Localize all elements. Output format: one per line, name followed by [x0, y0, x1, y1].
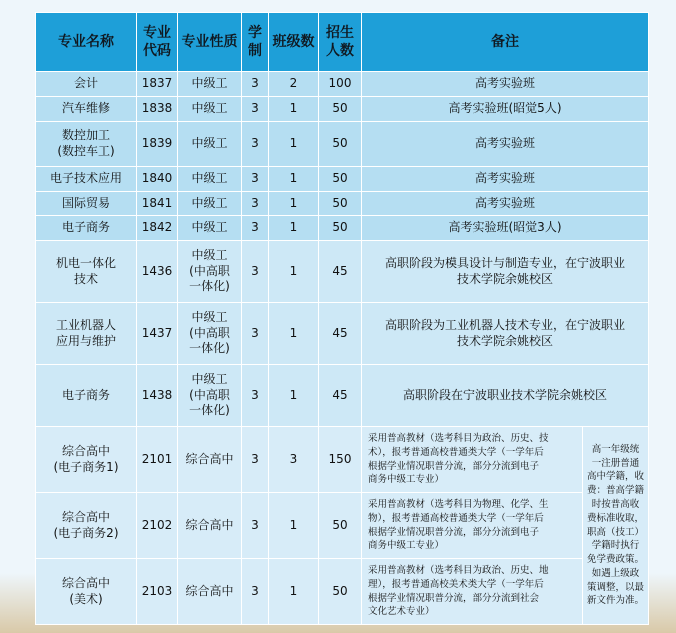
- cell-name: 综合高中 (电子商务2): [36, 493, 137, 559]
- cell-name: 电子技术应用: [36, 167, 137, 192]
- cell-name: 会计: [36, 72, 137, 97]
- cell-classes: 1: [269, 559, 319, 625]
- cell-name: 机电一体化 技术: [36, 241, 137, 303]
- table-row: [36, 167, 649, 192]
- cell-type: 中级工: [178, 167, 242, 192]
- cell-type: 综合高中: [178, 427, 242, 493]
- header-code: 专业 代码: [137, 13, 178, 72]
- cell-code: 1837: [137, 72, 178, 97]
- table-row: [36, 427, 649, 493]
- cell-enroll: 150: [319, 427, 362, 493]
- cell-enroll: 50: [319, 192, 362, 216]
- cell-type: 中级工: [178, 216, 242, 241]
- cell-years: 3: [242, 122, 269, 167]
- cell-note: 高职阶段为模具设计与制造专业，在宁波职业 技术学院余姚校区: [362, 241, 649, 303]
- header-note: 备注: [362, 13, 649, 72]
- cell-note: 高考实验班(昭觉5人): [362, 97, 649, 122]
- cell-years: 3: [242, 241, 269, 303]
- table-row: [36, 559, 649, 625]
- cell-years: 3: [242, 427, 269, 493]
- cell-note: 高考实验班: [362, 72, 649, 97]
- cell-enroll: 50: [319, 216, 362, 241]
- cell-code: 2102: [137, 493, 178, 559]
- cell-note: 采用普高教材（选考科目为物理、化学、生 物），报考普通高校普通类大学（一学年后 根据学业情况职普分流，部分分流到电子 商务中级工专业）: [362, 493, 583, 559]
- cell-classes: 1: [269, 216, 319, 241]
- cell-classes: 2: [269, 72, 319, 97]
- table-row: [36, 365, 649, 427]
- cell-years: 3: [242, 365, 269, 427]
- cell-classes: 1: [269, 97, 319, 122]
- cell-type: 中级工 (中高职 一体化): [178, 303, 242, 365]
- cell-classes: 1: [269, 167, 319, 192]
- table-row: [36, 493, 649, 559]
- table-row: [36, 122, 649, 167]
- cell-enroll: 50: [319, 97, 362, 122]
- table-row: [36, 241, 649, 303]
- cell-name: 综合高中 (电子商务1): [36, 427, 137, 493]
- cell-note: 采用普高教材（选考科目为政治、历史、技 术），报考普通高校普通类大学（一学年后 根据学业情况职普分流，部分分流到电子 商务中级工专业）: [362, 427, 583, 493]
- cell-enroll: 100: [319, 72, 362, 97]
- table-row: [36, 97, 649, 122]
- table-row: [36, 72, 649, 97]
- enrollment-table: [35, 12, 649, 625]
- cell-code: 2103: [137, 559, 178, 625]
- cell-type: 中级工: [178, 97, 242, 122]
- cell-classes: 1: [269, 303, 319, 365]
- cell-code: 1841: [137, 192, 178, 216]
- header-row: [36, 13, 649, 72]
- cell-code: 1838: [137, 97, 178, 122]
- cell-name: 电子商务: [36, 216, 137, 241]
- cell-type: 综合高中: [178, 493, 242, 559]
- cell-type: 综合高中: [178, 559, 242, 625]
- cell-type: 中级工: [178, 72, 242, 97]
- cell-classes: 1: [269, 365, 319, 427]
- cell-note: 高职阶段在宁波职业技术学院余姚校区: [362, 365, 649, 427]
- cell-name: 数控加工 (数控车工): [36, 122, 137, 167]
- cell-note: 高考实验班(昭觉3人): [362, 216, 649, 241]
- cell-years: 3: [242, 97, 269, 122]
- cell-years: 3: [242, 303, 269, 365]
- cell-note: 高考实验班: [362, 192, 649, 216]
- cell-years: 3: [242, 192, 269, 216]
- cell-type: 中级工 (中高职 一体化): [178, 241, 242, 303]
- table-row: [36, 216, 649, 241]
- cell-classes: 1: [269, 192, 319, 216]
- header-years: 学 制: [242, 13, 269, 72]
- cell-note: 高考实验班: [362, 167, 649, 192]
- header-enroll: 招生 人数: [319, 13, 362, 72]
- cell-code: 2101: [137, 427, 178, 493]
- table-row: [36, 303, 649, 365]
- cell-years: 3: [242, 559, 269, 625]
- cell-note: 采用普高教材（选考科目为政治、历史、地 理），报考普通高校美术类大学（一学年后 根据学业情况职普分流，部分分流到社会 文化艺术专业）: [362, 559, 583, 625]
- cell-code: 1842: [137, 216, 178, 241]
- cell-enroll: 50: [319, 122, 362, 167]
- cell-code: 1437: [137, 303, 178, 365]
- cell-name: 电子商务: [36, 365, 137, 427]
- cell-code: 1436: [137, 241, 178, 303]
- cell-years: 3: [242, 216, 269, 241]
- cell-years: 3: [242, 72, 269, 97]
- cell-code: 1840: [137, 167, 178, 192]
- cell-years: 3: [242, 167, 269, 192]
- cell-years: 3: [242, 493, 269, 559]
- cell-classes: 1: [269, 122, 319, 167]
- cell-note: 高职阶段为工业机器人技术专业，在宁波职业 技术学院余姚校区: [362, 303, 649, 365]
- cell-type: 中级工: [178, 192, 242, 216]
- table-row: [36, 192, 649, 216]
- cell-enroll: 45: [319, 303, 362, 365]
- cell-code: 1839: [137, 122, 178, 167]
- cell-name: 综合高中 (美术): [36, 559, 137, 625]
- cell-enroll: 50: [319, 167, 362, 192]
- cell-name: 国际贸易: [36, 192, 137, 216]
- cell-classes: 1: [269, 493, 319, 559]
- cell-enroll: 50: [319, 559, 362, 625]
- cell-type: 中级工 (中高职 一体化): [178, 365, 242, 427]
- cell-note: 高考实验班: [362, 122, 649, 167]
- cell-type: 中级工: [178, 122, 242, 167]
- cell-extra-note: 高一年级统 一注册普通 高中学籍，收 费：普高学籍 时按普高收 费标准收取， 职高（技工） 学籍时执行 免学费政策。 如遇上级政 策调整，以最 新文件为准。: [583, 427, 649, 625]
- cell-classes: 1: [269, 241, 319, 303]
- cell-code: 1438: [137, 365, 178, 427]
- cell-name: 汽车维修: [36, 97, 137, 122]
- cell-enroll: 45: [319, 241, 362, 303]
- header-name: 专业名称: [36, 13, 137, 72]
- cell-classes: 3: [269, 427, 319, 493]
- cell-enroll: 50: [319, 493, 362, 559]
- header-classes: 班级数: [269, 13, 319, 72]
- cell-name: 工业机器人 应用与维护: [36, 303, 137, 365]
- header-type: 专业性质: [178, 13, 242, 72]
- cell-enroll: 45: [319, 365, 362, 427]
